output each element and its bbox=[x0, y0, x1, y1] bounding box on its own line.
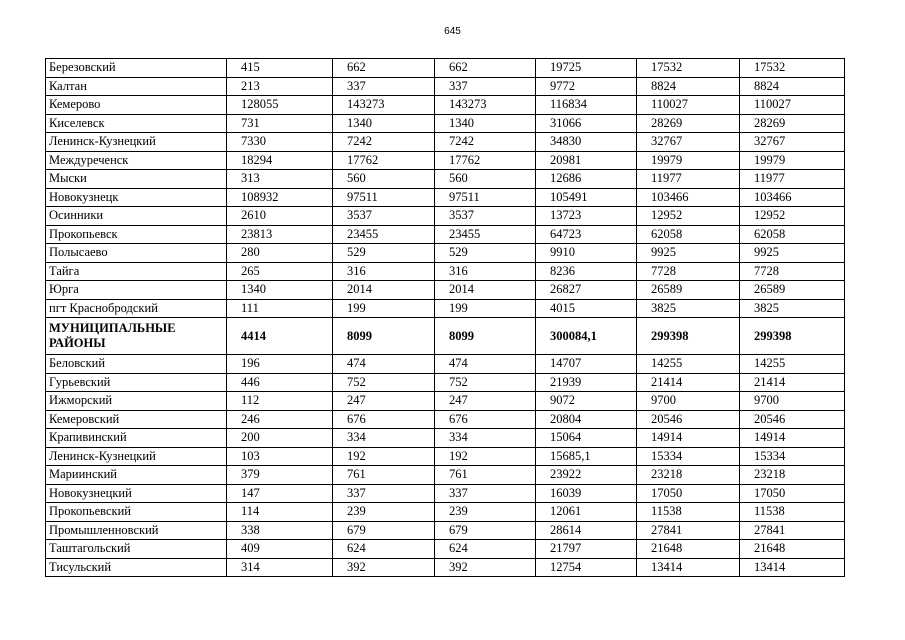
row-label: Осинники bbox=[46, 207, 227, 226]
table-cell: 8824 bbox=[740, 77, 845, 96]
table-cell: 114 bbox=[227, 503, 333, 522]
table-cell: 314 bbox=[227, 558, 333, 577]
table-row bbox=[46, 188, 845, 207]
table-cell: 14914 bbox=[740, 429, 845, 448]
table-cell: 9925 bbox=[740, 244, 845, 263]
table-cell: 752 bbox=[333, 373, 435, 392]
row-label: Мыски bbox=[46, 170, 227, 189]
table-cell: 8099 bbox=[435, 318, 536, 355]
table-cell: 111 bbox=[227, 299, 333, 318]
table-cell: 15334 bbox=[637, 447, 740, 466]
table-cell: 9910 bbox=[536, 244, 637, 263]
table-cell: 9700 bbox=[637, 392, 740, 411]
table-cell: 11977 bbox=[740, 170, 845, 189]
table-cell: 560 bbox=[435, 170, 536, 189]
table-cell: 64723 bbox=[536, 225, 637, 244]
table-cell: 12061 bbox=[536, 503, 637, 522]
table-cell: 20804 bbox=[536, 410, 637, 429]
table-cell: 9925 bbox=[637, 244, 740, 263]
table-cell: 108932 bbox=[227, 188, 333, 207]
table-cell: 474 bbox=[435, 355, 536, 374]
table-row bbox=[46, 373, 845, 392]
table-cell: 337 bbox=[435, 484, 536, 503]
table-body bbox=[46, 59, 845, 577]
table-cell: 4414 bbox=[227, 318, 333, 355]
table-row bbox=[46, 133, 845, 152]
row-label: пгт Краснобродский bbox=[46, 299, 227, 318]
table-row bbox=[46, 429, 845, 448]
table-cell: 662 bbox=[435, 59, 536, 78]
table-cell: 62058 bbox=[637, 225, 740, 244]
row-label: Кемерово bbox=[46, 96, 227, 115]
table-cell: 213 bbox=[227, 77, 333, 96]
table-cell: 299398 bbox=[740, 318, 845, 355]
row-label: Кемеровский bbox=[46, 410, 227, 429]
row-label: Киселевск bbox=[46, 114, 227, 133]
table-cell: 337 bbox=[435, 77, 536, 96]
table-row bbox=[46, 503, 845, 522]
table-row bbox=[46, 299, 845, 318]
table-cell: 199 bbox=[333, 299, 435, 318]
table-cell: 16039 bbox=[536, 484, 637, 503]
table-cell: 110027 bbox=[740, 96, 845, 115]
table-cell: 7242 bbox=[333, 133, 435, 152]
table-cell: 192 bbox=[333, 447, 435, 466]
table-cell: 28269 bbox=[637, 114, 740, 133]
table-cell: 21648 bbox=[637, 540, 740, 559]
table-cell: 19979 bbox=[740, 151, 845, 170]
row-label: Гурьевский bbox=[46, 373, 227, 392]
table-cell: 143273 bbox=[435, 96, 536, 115]
table-cell: 529 bbox=[333, 244, 435, 263]
table-cell: 32767 bbox=[637, 133, 740, 152]
table-cell: 23218 bbox=[637, 466, 740, 485]
table-cell: 17762 bbox=[435, 151, 536, 170]
table-cell: 97511 bbox=[435, 188, 536, 207]
row-label: Прокопьевский bbox=[46, 503, 227, 522]
row-label: Мариинский bbox=[46, 466, 227, 485]
table-cell: 27841 bbox=[740, 521, 845, 540]
statistics-table bbox=[45, 58, 845, 577]
table-row bbox=[46, 466, 845, 485]
table-cell: 7728 bbox=[740, 262, 845, 281]
table-cell: 13723 bbox=[536, 207, 637, 226]
table-row bbox=[46, 96, 845, 115]
table-cell: 192 bbox=[435, 447, 536, 466]
table-cell: 4015 bbox=[536, 299, 637, 318]
table-cell: 199 bbox=[435, 299, 536, 318]
table-cell: 337 bbox=[333, 77, 435, 96]
table-cell: 17050 bbox=[637, 484, 740, 503]
table-cell: 28269 bbox=[740, 114, 845, 133]
table-cell: 105491 bbox=[536, 188, 637, 207]
table-cell: 239 bbox=[435, 503, 536, 522]
table-cell: 62058 bbox=[740, 225, 845, 244]
table-row bbox=[46, 521, 845, 540]
table-cell: 17050 bbox=[740, 484, 845, 503]
table-row bbox=[46, 151, 845, 170]
table-cell: 676 bbox=[333, 410, 435, 429]
table-row bbox=[46, 77, 845, 96]
table-cell: 1340 bbox=[227, 281, 333, 300]
table-row bbox=[46, 484, 845, 503]
table-row bbox=[46, 392, 845, 411]
table-cell: 27841 bbox=[637, 521, 740, 540]
table-cell: 11538 bbox=[740, 503, 845, 522]
table-row bbox=[46, 281, 845, 300]
table-cell: 662 bbox=[333, 59, 435, 78]
table-row bbox=[46, 355, 845, 374]
table-cell: 7242 bbox=[435, 133, 536, 152]
table-cell: 9072 bbox=[536, 392, 637, 411]
table-row bbox=[46, 558, 845, 577]
table-row bbox=[46, 59, 845, 78]
table-cell: 26589 bbox=[637, 281, 740, 300]
table-cell: 3537 bbox=[435, 207, 536, 226]
row-label: Ленинск-Кузнецкий bbox=[46, 133, 227, 152]
table-cell: 147 bbox=[227, 484, 333, 503]
table-cell: 1340 bbox=[435, 114, 536, 133]
table-cell: 316 bbox=[333, 262, 435, 281]
row-label: Калтан bbox=[46, 77, 227, 96]
table-cell: 20546 bbox=[740, 410, 845, 429]
table-cell: 12686 bbox=[536, 170, 637, 189]
table-cell: 474 bbox=[333, 355, 435, 374]
table-cell: 17532 bbox=[740, 59, 845, 78]
row-label: Новокузнецкий bbox=[46, 484, 227, 503]
row-label: Таштагольский bbox=[46, 540, 227, 559]
table-cell: 392 bbox=[333, 558, 435, 577]
row-label: Междуреченск bbox=[46, 151, 227, 170]
table-cell: 13414 bbox=[740, 558, 845, 577]
table-row bbox=[46, 207, 845, 226]
table-cell: 21939 bbox=[536, 373, 637, 392]
row-label: МУНИЦИПАЛЬНЫЕ РАЙОНЫ bbox=[46, 318, 227, 355]
row-label: Ижморский bbox=[46, 392, 227, 411]
table-row bbox=[46, 114, 845, 133]
table-cell: 31066 bbox=[536, 114, 637, 133]
table-cell: 2610 bbox=[227, 207, 333, 226]
table-cell: 247 bbox=[333, 392, 435, 411]
table-row bbox=[46, 244, 845, 263]
table-cell: 103466 bbox=[637, 188, 740, 207]
table-cell: 14255 bbox=[637, 355, 740, 374]
row-label: Беловский bbox=[46, 355, 227, 374]
table-cell: 12952 bbox=[740, 207, 845, 226]
table-cell: 2014 bbox=[333, 281, 435, 300]
table-cell: 28614 bbox=[536, 521, 637, 540]
table-cell: 143273 bbox=[333, 96, 435, 115]
table-cell: 26827 bbox=[536, 281, 637, 300]
table-cell: 23922 bbox=[536, 466, 637, 485]
table-row bbox=[46, 410, 845, 429]
table-row bbox=[46, 447, 845, 466]
row-label: Крапивинский bbox=[46, 429, 227, 448]
table-cell: 34830 bbox=[536, 133, 637, 152]
table-cell: 313 bbox=[227, 170, 333, 189]
table-cell: 15064 bbox=[536, 429, 637, 448]
table-cell: 8236 bbox=[536, 262, 637, 281]
table-cell: 334 bbox=[333, 429, 435, 448]
table-cell: 23455 bbox=[435, 225, 536, 244]
table-cell: 110027 bbox=[637, 96, 740, 115]
table-cell: 761 bbox=[435, 466, 536, 485]
table-cell: 415 bbox=[227, 59, 333, 78]
row-label: Тисульский bbox=[46, 558, 227, 577]
table-cell: 299398 bbox=[637, 318, 740, 355]
table-cell: 624 bbox=[333, 540, 435, 559]
table-cell: 379 bbox=[227, 466, 333, 485]
row-label: Тайга bbox=[46, 262, 227, 281]
table-cell: 338 bbox=[227, 521, 333, 540]
table-cell: 20546 bbox=[637, 410, 740, 429]
table-cell: 9700 bbox=[740, 392, 845, 411]
table-cell: 337 bbox=[333, 484, 435, 503]
row-label: Полысаево bbox=[46, 244, 227, 263]
table-cell: 409 bbox=[227, 540, 333, 559]
table-section-row bbox=[46, 318, 845, 355]
table-cell: 246 bbox=[227, 410, 333, 429]
table-cell: 1340 bbox=[333, 114, 435, 133]
table-cell: 21414 bbox=[740, 373, 845, 392]
table-cell: 3537 bbox=[333, 207, 435, 226]
table-row bbox=[46, 262, 845, 281]
table-cell: 112 bbox=[227, 392, 333, 411]
table-cell: 15334 bbox=[740, 447, 845, 466]
table-cell: 21797 bbox=[536, 540, 637, 559]
table-cell: 3825 bbox=[637, 299, 740, 318]
table-cell: 2014 bbox=[435, 281, 536, 300]
table-cell: 23813 bbox=[227, 225, 333, 244]
table-cell: 752 bbox=[435, 373, 536, 392]
table-cell: 97511 bbox=[333, 188, 435, 207]
table-cell: 676 bbox=[435, 410, 536, 429]
table-cell: 21648 bbox=[740, 540, 845, 559]
table-cell: 18294 bbox=[227, 151, 333, 170]
table-cell: 15685,1 bbox=[536, 447, 637, 466]
table-cell: 731 bbox=[227, 114, 333, 133]
table-cell: 11538 bbox=[637, 503, 740, 522]
table-cell: 14255 bbox=[740, 355, 845, 374]
table-cell: 8824 bbox=[637, 77, 740, 96]
row-label: Юрга bbox=[46, 281, 227, 300]
page-number: 645 bbox=[444, 26, 461, 37]
table-cell: 529 bbox=[435, 244, 536, 263]
table-cell: 19979 bbox=[637, 151, 740, 170]
table-cell: 446 bbox=[227, 373, 333, 392]
row-label: Промышленновский bbox=[46, 521, 227, 540]
table-cell: 14707 bbox=[536, 355, 637, 374]
table-cell: 7728 bbox=[637, 262, 740, 281]
table-cell: 334 bbox=[435, 429, 536, 448]
table-cell: 247 bbox=[435, 392, 536, 411]
table-cell: 239 bbox=[333, 503, 435, 522]
table-cell: 32767 bbox=[740, 133, 845, 152]
table-cell: 624 bbox=[435, 540, 536, 559]
table-cell: 19725 bbox=[536, 59, 637, 78]
table-cell: 761 bbox=[333, 466, 435, 485]
table-cell: 300084,1 bbox=[536, 318, 637, 355]
table-cell: 9772 bbox=[536, 77, 637, 96]
table-cell: 560 bbox=[333, 170, 435, 189]
table-row bbox=[46, 540, 845, 559]
table-cell: 280 bbox=[227, 244, 333, 263]
table-cell: 12952 bbox=[637, 207, 740, 226]
table-cell: 17532 bbox=[637, 59, 740, 78]
table-cell: 316 bbox=[435, 262, 536, 281]
table-row bbox=[46, 170, 845, 189]
table-cell: 26589 bbox=[740, 281, 845, 300]
table-cell: 128055 bbox=[227, 96, 333, 115]
table-cell: 23218 bbox=[740, 466, 845, 485]
row-label: Прокопьевск bbox=[46, 225, 227, 244]
table-cell: 3825 bbox=[740, 299, 845, 318]
table-cell: 392 bbox=[435, 558, 536, 577]
table-cell: 679 bbox=[435, 521, 536, 540]
table-cell: 116834 bbox=[536, 96, 637, 115]
table-cell: 14914 bbox=[637, 429, 740, 448]
table-cell: 679 bbox=[333, 521, 435, 540]
row-label: Новокузнецк bbox=[46, 188, 227, 207]
table-cell: 103466 bbox=[740, 188, 845, 207]
table-cell: 17762 bbox=[333, 151, 435, 170]
row-label: Ленинск-Кузнецкий bbox=[46, 447, 227, 466]
table-cell: 7330 bbox=[227, 133, 333, 152]
table-cell: 196 bbox=[227, 355, 333, 374]
table-cell: 13414 bbox=[637, 558, 740, 577]
table-cell: 11977 bbox=[637, 170, 740, 189]
table-cell: 103 bbox=[227, 447, 333, 466]
table-cell: 12754 bbox=[536, 558, 637, 577]
table-row bbox=[46, 225, 845, 244]
table-cell: 20981 bbox=[536, 151, 637, 170]
table-cell: 200 bbox=[227, 429, 333, 448]
table-cell: 8099 bbox=[333, 318, 435, 355]
table-cell: 265 bbox=[227, 262, 333, 281]
table-cell: 23455 bbox=[333, 225, 435, 244]
row-label: Березовский bbox=[46, 59, 227, 78]
table-cell: 21414 bbox=[637, 373, 740, 392]
